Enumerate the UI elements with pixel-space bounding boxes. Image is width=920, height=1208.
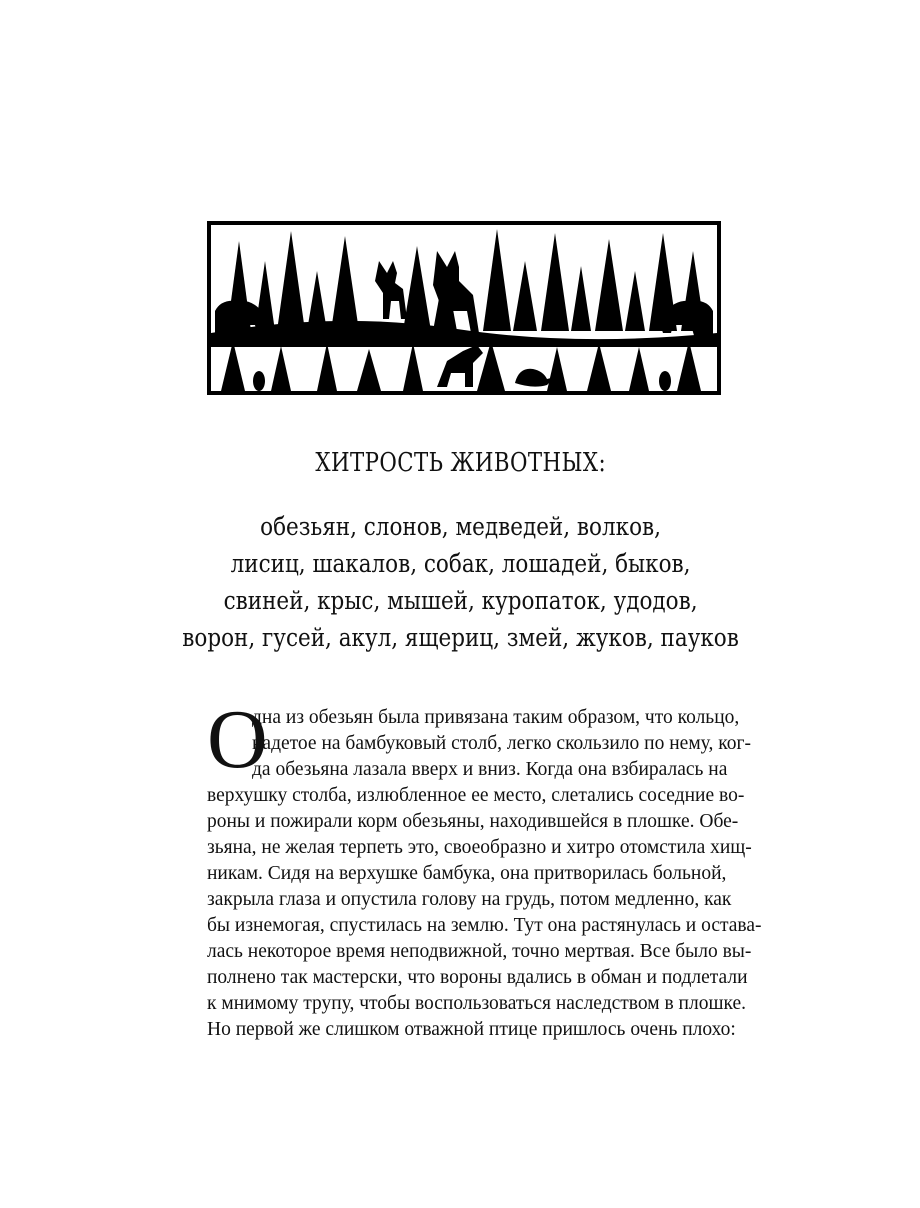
body-line: закрыла глаза и опустила голову на грудь, потом медленно, как <box>207 889 732 910</box>
body-paragraph <box>207 705 762 1043</box>
body-line: верхушку столба, излюбленное ее место, слетались соседние во- <box>207 785 745 806</box>
body-line: полнено так мастерски, что вороны вдались в обман и подлетали <box>207 967 748 988</box>
body-line: зьяна, не желая терпеть это, своеобразно и хитро отомстила хищ- <box>207 837 752 858</box>
drop-cap: О <box>207 693 268 786</box>
body-line: роны и пожирали корм обезьяны, находившейся в плошке. Обе- <box>207 811 739 832</box>
body-line: лась некоторое время неподвижной, точно мертвая. Все было вы- <box>207 941 752 962</box>
subtitle-line: ворон, гусей, акул, ящериц, змей, жуков, пауков <box>182 623 739 652</box>
chapter-subtitle <box>65 508 856 656</box>
body-line: никам. Сидя на верхушке бамбука, она притворилась больной, <box>207 863 727 884</box>
body-line: да обезьяна лазала вверх и вниз. Когда она взбиралась на <box>252 759 728 780</box>
body-line: бы изнемогая, спустилась на землю. Тут она растянулась и остава- <box>207 915 762 936</box>
subtitle-line: лисиц, шакалов, собак, лошадей, быков, <box>230 549 691 578</box>
chapter-title: ХИТРОСТЬ ЖИВОТНЫХ: <box>315 448 607 478</box>
subtitle-line: обезьян, слонов, медведей, волков, <box>260 512 661 541</box>
body-line: Но первой же слишком отважной птице пришлось очень плохо: <box>207 1019 736 1040</box>
body-line: к мнимому трупу, чтобы воспользоваться наследством в плошке. <box>207 993 746 1014</box>
forest-silhouette-illustration <box>207 221 721 395</box>
subtitle-line: свиней, крыс, мышей, куропаток, удодов, <box>223 586 698 615</box>
body-line: надетое на бамбуковый столб, легко скользило по нему, ког- <box>252 733 751 754</box>
forest-silhouette-svg <box>207 221 721 395</box>
body-line: дна из обезьян была привязана таким образом, что кольцо, <box>252 707 740 728</box>
